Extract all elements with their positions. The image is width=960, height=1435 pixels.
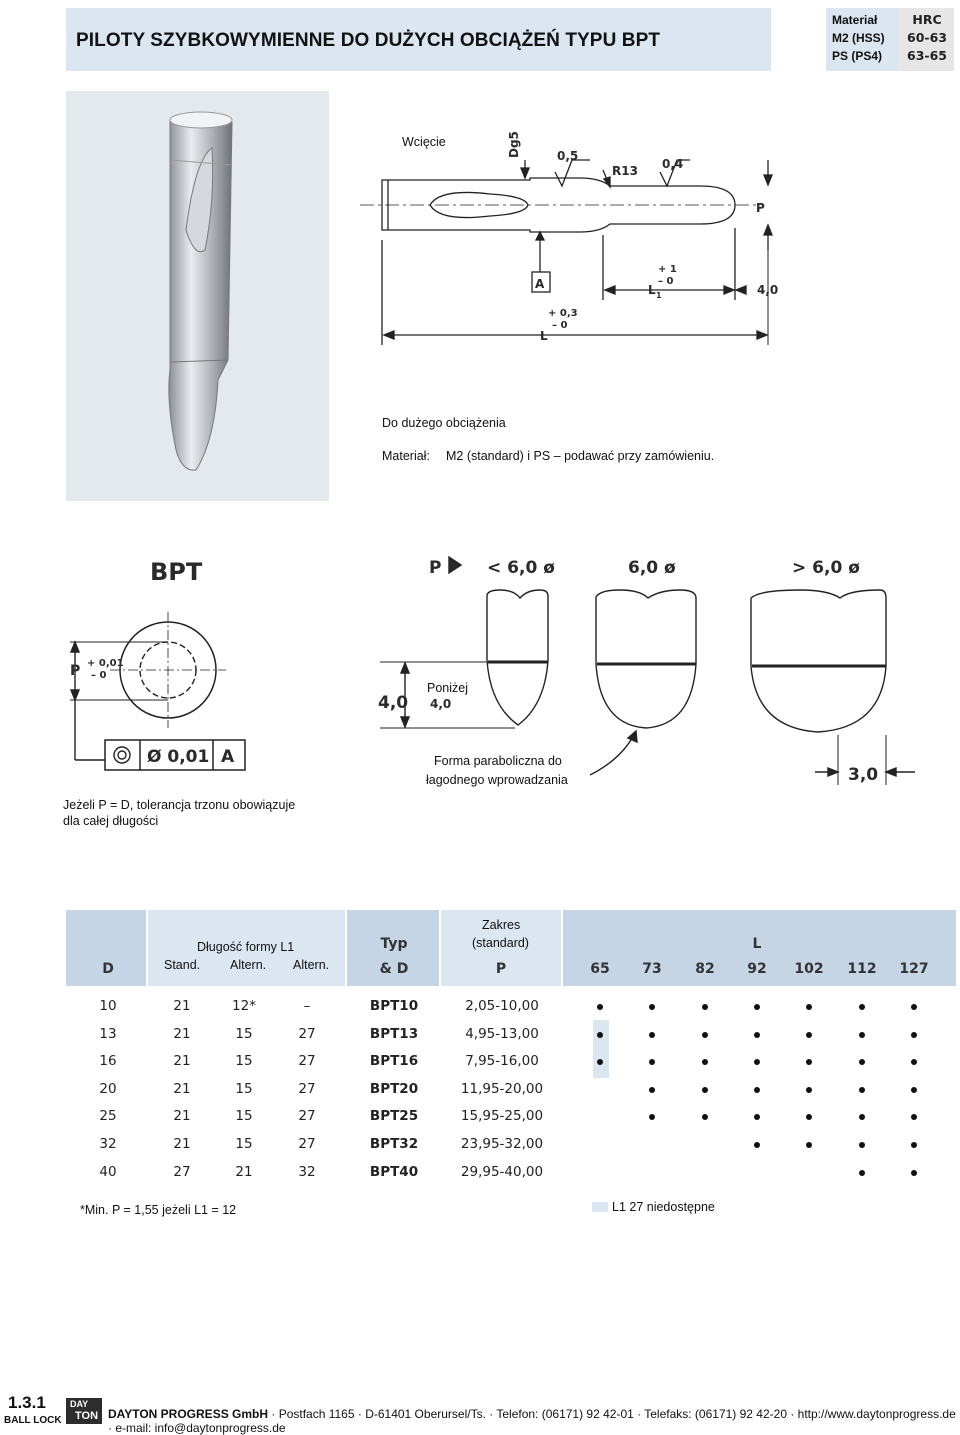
l-value-header: 73 — [642, 961, 662, 977]
availability-dot — [859, 1142, 865, 1148]
col-dl: Długość formy L1 — [197, 940, 295, 954]
availability-dot — [806, 1087, 812, 1093]
availability-dot — [806, 1142, 812, 1148]
availability-dot — [859, 1059, 865, 1065]
p-circle-label: P — [70, 663, 81, 679]
col-stand: Stand. — [164, 958, 201, 972]
cell-d: 13 — [99, 1025, 117, 1042]
p-tol-plus: + 0,01 — [87, 658, 124, 669]
cell-alt2: 27 — [298, 1136, 316, 1152]
datum-a: A — [535, 277, 545, 291]
l-value-header: 112 — [847, 961, 877, 977]
cell-d: 25 — [99, 1108, 117, 1125]
cell-alt1: 15 — [235, 1136, 253, 1152]
cell-p: 15,95-25,00 — [460, 1108, 544, 1125]
cell-alt1: 21 — [235, 1163, 253, 1180]
p-tol-minus: – 0 — [91, 670, 107, 681]
dg5-label: Dg5 — [507, 131, 521, 158]
ponizej-value: 4,0 — [430, 697, 452, 711]
material-header: Materiał — [832, 13, 878, 27]
cell-p: 4,95-13,00 — [465, 1025, 539, 1042]
radius-r13: R13 — [612, 164, 638, 178]
cell-alt2: – — [303, 998, 311, 1014]
cell-alt1: 15 — [235, 1080, 253, 1097]
l-value-header: 92 — [747, 961, 767, 977]
hrc-ps: 63-65 — [907, 48, 947, 63]
availability-dot — [911, 1114, 917, 1120]
cell-d: 32 — [99, 1136, 117, 1152]
forma-line1: Forma paraboliczna do — [434, 754, 562, 768]
cell-p: 11,95-20,00 — [460, 1080, 544, 1097]
availability-dot — [806, 1004, 812, 1010]
availability-dot — [597, 1004, 603, 1010]
forma-line2: łagodnego wprowadzania — [426, 773, 568, 787]
availability-dot — [702, 1059, 708, 1065]
availability-dot — [911, 1087, 917, 1093]
availability-dot — [754, 1004, 760, 1010]
material-note-label: Materiał: — [382, 449, 430, 463]
cell-stand: 27 — [173, 1163, 191, 1180]
l1-tol-minus: – 0 — [658, 276, 674, 287]
cell-d: 40 — [99, 1163, 117, 1180]
dayton-logo: DAY TON — [66, 1398, 102, 1424]
p-arrow-label: P — [429, 558, 442, 578]
eq-6-label: 6,0 ø — [628, 558, 676, 578]
drawing1-labels — [507, 131, 778, 343]
section-name: BALL LOCK — [4, 1415, 62, 1426]
availability-dot — [754, 1142, 760, 1148]
cell-alt1: 15 — [235, 1053, 253, 1070]
availability-dot — [754, 1114, 760, 1120]
availability-dot — [911, 1004, 917, 1010]
cell-d: 20 — [99, 1080, 117, 1097]
heavy-load-note: Do dużego obciążenia — [382, 416, 506, 430]
cell-d: 16 — [99, 1053, 117, 1070]
l-value-header: 127 — [899, 961, 929, 977]
wciecie-label: Wcięcie — [402, 135, 446, 149]
dim-4-0: 4,0 — [378, 693, 409, 713]
availability-dot — [649, 1087, 655, 1093]
l-value-header: 65 — [590, 961, 610, 977]
cell-alt2: 32 — [298, 1163, 316, 1180]
availability-dot — [911, 1142, 917, 1148]
availability-dot — [859, 1087, 865, 1093]
l-tol-plus: + 0,3 — [548, 308, 578, 319]
availability-dot — [911, 1059, 917, 1065]
l-label: L — [540, 329, 548, 343]
tolerance-value: Ø 0,01 — [147, 747, 210, 767]
l-value-header: 82 — [695, 961, 715, 977]
dim-3-0: 3,0 — [848, 765, 879, 785]
l1-unavailable-shade — [593, 1020, 609, 1078]
availability-dot — [806, 1059, 812, 1065]
lt-6-label: < 6,0 ø — [487, 558, 555, 578]
bpt-title: BPT — [150, 558, 203, 586]
cell-alt1: 15 — [235, 1025, 253, 1042]
availability-dot — [597, 1032, 603, 1038]
material-ps: PS (PS4) — [832, 49, 883, 63]
material-note-value: M2 (standard) i PS – podawać przy zamówieniu. — [446, 449, 715, 463]
col-d: D — [102, 961, 114, 977]
availability-dot — [859, 1170, 865, 1176]
availability-dot — [702, 1114, 708, 1120]
cell-p: 2,05-10,00 — [465, 998, 539, 1014]
cell-p: 7,95-16,00 — [465, 1053, 539, 1070]
cell-alt2: 27 — [298, 1080, 316, 1097]
l-tol-minus: – 0 — [552, 320, 568, 331]
drawing2-labels — [70, 558, 878, 785]
col-zakres2: (standard) — [472, 936, 529, 950]
availability-dot — [859, 1004, 865, 1010]
cell-typ: BPT16 — [369, 1053, 419, 1070]
availability-dot — [702, 1087, 708, 1093]
availability-dot — [754, 1087, 760, 1093]
dim-40: 4,0 — [757, 283, 779, 297]
tolerance-ref: A — [221, 747, 235, 767]
availability-dot — [597, 1059, 603, 1065]
footer-contact — [108, 1407, 960, 1435]
availability-dot — [754, 1032, 760, 1038]
availability-dot — [859, 1032, 865, 1038]
availability-dot — [649, 1059, 655, 1065]
col-zakres: Zakres — [482, 918, 521, 932]
cell-stand: 21 — [173, 1108, 191, 1125]
availability-dot — [859, 1114, 865, 1120]
cell-d: 10 — [99, 998, 117, 1014]
cell-stand: 21 — [173, 1136, 191, 1152]
cell-alt1: 15 — [235, 1108, 253, 1125]
cell-stand: 21 — [173, 998, 191, 1014]
col-alt2: Altern. — [293, 958, 330, 972]
availability-dot — [754, 1059, 760, 1065]
cell-alt2: 27 — [298, 1053, 316, 1070]
availability-dot — [702, 1004, 708, 1010]
cell-typ: BPT10 — [369, 998, 419, 1014]
ponizej-label: Poniżej — [427, 681, 468, 695]
legend-swatch — [592, 1202, 608, 1212]
availability-dot — [702, 1032, 708, 1038]
l1-tol-plus: + 1 — [658, 264, 677, 275]
legend-label: L1 27 niedostępne — [612, 1200, 715, 1214]
availability-dot — [806, 1114, 812, 1120]
cell-stand: 21 — [173, 1053, 191, 1070]
col-l: L — [752, 936, 762, 952]
availability-dot — [806, 1032, 812, 1038]
tolerance-note-2: dla całej długości — [63, 814, 159, 828]
company-name: DAYTON PROGRESS GmbH — [108, 1407, 269, 1421]
cell-alt1: 12* — [232, 998, 256, 1014]
p-label: P — [756, 201, 765, 215]
availability-dot — [649, 1032, 655, 1038]
cell-stand: 21 — [173, 1025, 191, 1042]
l-value-header: 102 — [794, 961, 824, 977]
cell-typ: BPT40 — [369, 1163, 419, 1180]
material-m2: M2 (HSS) — [832, 31, 885, 45]
min-note: *Min. P = 1,55 jeżeli L1 = 12 — [80, 1203, 237, 1217]
cell-typ: BPT32 — [369, 1136, 419, 1152]
col-alt1: Altern. — [230, 958, 267, 972]
pilot-photo — [169, 112, 232, 470]
cell-alt2: 27 — [298, 1025, 316, 1042]
cell-p: 29,95-40,00 — [460, 1163, 544, 1180]
cell-typ: BPT25 — [369, 1108, 419, 1125]
l1-sub: 1 — [656, 291, 662, 300]
col-typ-d: & D — [379, 961, 409, 977]
page-title: PILOTY SZYBKOWYMIENNE DO DUŻYCH OBCIĄŻEŃ TYPU BPT — [76, 30, 661, 51]
dim-04: 0,4 — [662, 157, 684, 171]
hrc-header: HRC — [912, 12, 942, 27]
col-p: P — [495, 961, 507, 977]
availability-dot — [649, 1004, 655, 1010]
cell-p: 23,95-32,00 — [460, 1136, 544, 1152]
tolerance-note-1: Jeżeli P = D, tolerancja trzonu obowiązuje — [63, 798, 296, 812]
availability-dot — [911, 1170, 917, 1176]
cell-typ: BPT20 — [369, 1080, 419, 1097]
availability-dot — [911, 1032, 917, 1038]
l1-label: L — [648, 283, 656, 297]
company-address: · Postfach 1165 · D-61401 Oberursel/Ts. · Telefon: (06171) 92 42-01 · Telefaks: (06171) 92 42-20 · http://www.daytonprogress.de · e-mail: info@daytonprogress.de — [108, 1407, 956, 1435]
hrc-m2: 60-63 — [907, 30, 947, 45]
gt-6-label: > 6,0 ø — [792, 558, 860, 578]
cell-stand: 21 — [173, 1080, 191, 1097]
cell-typ: BPT13 — [369, 1025, 419, 1042]
cell-alt2: 27 — [298, 1108, 316, 1125]
col-typ: Typ — [380, 936, 408, 952]
availability-dot — [649, 1114, 655, 1120]
section-number: 1.3.1 — [8, 1393, 46, 1412]
dim-05: 0,5 — [557, 149, 579, 163]
